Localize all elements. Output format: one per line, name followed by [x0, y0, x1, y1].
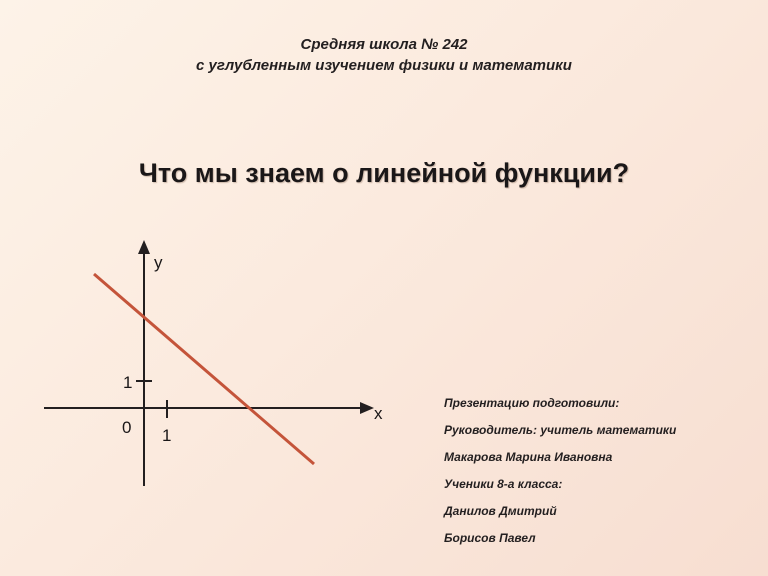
credits-block [444, 396, 754, 558]
credits-line: Борисов Павел [444, 531, 536, 545]
credits-line: Макарова Марина Ивановна [444, 450, 613, 464]
y-axis-label: y [154, 253, 163, 272]
y-axis-arrow [138, 240, 150, 254]
credits-line: Ученики 8-а класса: [444, 477, 563, 491]
credits-line: Руководитель: учитель математики [444, 423, 677, 437]
credits-line: Данилов Дмитрий [444, 504, 557, 518]
school-header-line-2: с углубленным изучением физики и математики [196, 57, 572, 74]
school-header-line-1: Средняя школа № 242 [300, 36, 468, 53]
origin-label: 0 [122, 418, 132, 437]
x-axis-arrow [360, 402, 374, 414]
y-unit-label: 1 [123, 373, 133, 392]
linear-function-graph [36, 236, 416, 486]
school-header [0, 34, 768, 76]
credits-line: Презентацию подготовили: [444, 396, 620, 410]
x-axis-label: x [374, 404, 383, 423]
page-title: Что мы знаем о линейной функции? [138, 158, 630, 188]
graph-svg [36, 236, 416, 486]
x-unit-label: 1 [162, 426, 172, 445]
